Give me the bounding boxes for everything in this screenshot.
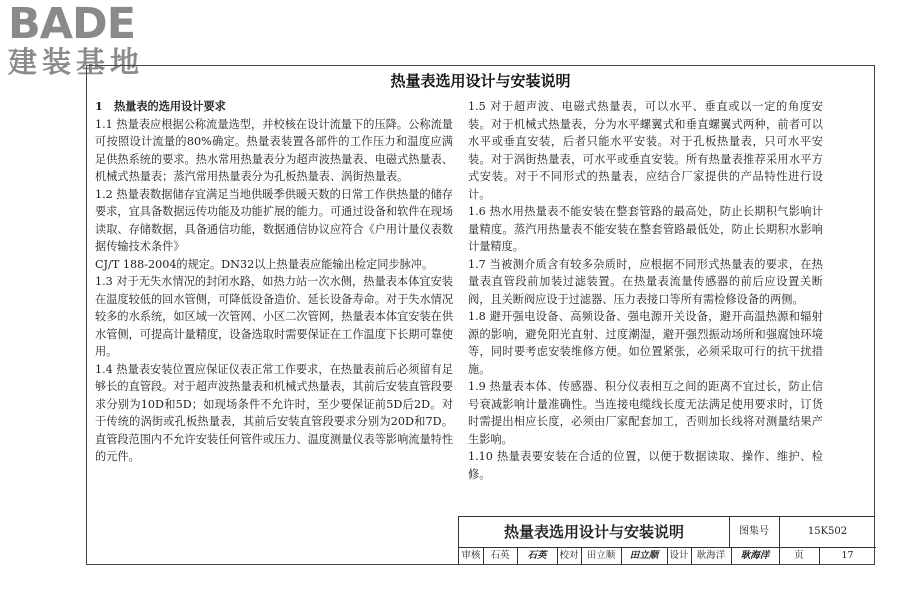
atlas-label: 图集号 [729, 517, 780, 547]
reviewer-signature: 石英 [517, 547, 558, 565]
design-label: 设计 [667, 547, 692, 565]
paragraph: 1.8 避开强电设备、高频设备、强电源开关设备，避开高温热源和辐射源的影响，避免阳光直射、过度潮湿，避开强烈振动场所和强腐蚀环境等，同时要考虑安装维修方便。如位置紧张，必须采取可行的抗干扰措施。 [468, 310, 823, 376]
logo-brand: BADE [8, 0, 136, 49]
left-column [95, 98, 453, 466]
paragraph: 1.7 当被测介质含有较多杂质时，应根据不同形式热量表的要求，在热量表直管段前加装过滤装置。在热量表流量传感器的前后应设置关断阀，且关断阀应设于过滤器、压力表接口等所有需检修设备的两侧。 [468, 257, 823, 306]
review-label: 审核 [459, 547, 484, 565]
checker-name: 田立顺 [581, 547, 622, 565]
page-label: 页 [779, 547, 820, 565]
logo-subtitle: 建装基地 [8, 45, 145, 79]
reviewer-name: 石英 [483, 547, 518, 565]
title-block [458, 516, 875, 565]
paragraph: 1.3 对于无失水情况的封闭水路，如热力站一次水侧，热量表本体宜安装在温度较低的回水管侧，可降低设备造价、延长设备寿命。对于失水情况较多的水系统，如区域一次管网、小区二次管网，热量表本体宜安装在供水管侧，可提高计量精度，设备选取时需要保证在工作温度下长期可靠使用。 [95, 275, 454, 358]
paragraph: 1.6 热水用热量表不能安装在整套管路的最高处，防止长期积气影响计量精度。蒸汽用热量表不能安装在整套管路最低处，防止长期积水影响计量精度。 [468, 205, 823, 253]
designer-name: 耿海洋 [691, 547, 732, 565]
paragraph: 1.9 热量表本体、传感器、积分仪表相互之间的距离不宜过长，防止信号衰减影响计量准确性。当连接电缆线长度无法满足使用要求时，订货时需提出相应长度，必须由厂家配套加工，否则加长线将对测量结果产生影响。 [468, 380, 823, 446]
paragraph: 1.4 热量表安装位置应保证仪表正常工作要求，在热量表前后必须留有足够长的直管段。对于超声波热量表和机械式热量表，其前后安装直管段要求分别为10D和5D；如现场条件不允许时，至少要保证前5D后2D。对于传统的涡街或孔板热量表，其前后安装直管段要求分别为20D和7D。直管段范围内不允许安装任何管件或压力、温度测量仪表等影响流量特性的元件。 [95, 362, 454, 463]
designer-signature: 耿海洋 [731, 547, 780, 565]
page-title: 热量表选用设计与安装说明 [390, 72, 571, 90]
paragraph: 1.5 对于超声波、电磁式热量表，可以水平、垂直或以一定的角度安装。对于机械式热量表，分为水平螺翼式和垂直螺翼式两种，前者可以水平或垂直安装，后者只能水平安装。对于孔板热量表，只可水平安装。对于涡街热量表，可水平或垂直安装。所有热量表推荐采用水平方式安装。对于不同形式的热量表，应结合厂家提供的产品特性进行设计。 [468, 100, 823, 201]
paragraph: 1.2 热量表数据储存宜满足当地供暖季供暖天数的日常工作供热量的储存要求，宜具备数据远传功能及功能扩展的能力。可通过设备和软件在现场读取、存储数据，具备通信功能，数据通信协议应符合《户用计量仪表数据传输技术条件》 [95, 187, 454, 253]
paragraph: CJ/T 188-2004的规定。DN32以上热量表应能输出检定同步脉冲。 [95, 257, 434, 271]
atlas-number: 15K502 [807, 526, 848, 537]
right-column [468, 98, 823, 483]
paragraph: 1.10 热量表要安装在合适的位置，以便于数据读取、操作、维护、检修。 [468, 450, 823, 481]
check-label: 校对 [557, 547, 582, 565]
page-number: 17 [841, 550, 854, 561]
paragraph: 1.1 热量表应根据公称流量选型，并校核在设计流量下的压降。公称流量可按照设计流量的80%确定。热量表装置各部件的工作压力和温度应满足供热系统的要求。热水常用热量表分为超声波热量表、电磁式热量表、机械式热量表；蒸汽常用热量表分为孔板热量表、涡街热量表。 [95, 117, 454, 183]
section-heading: 1 热量表的选用设计要求 [95, 99, 226, 113]
checker-signature: 田立顺 [621, 547, 668, 565]
title-block-title: 热量表选用设计与安装说明 [459, 517, 730, 547]
